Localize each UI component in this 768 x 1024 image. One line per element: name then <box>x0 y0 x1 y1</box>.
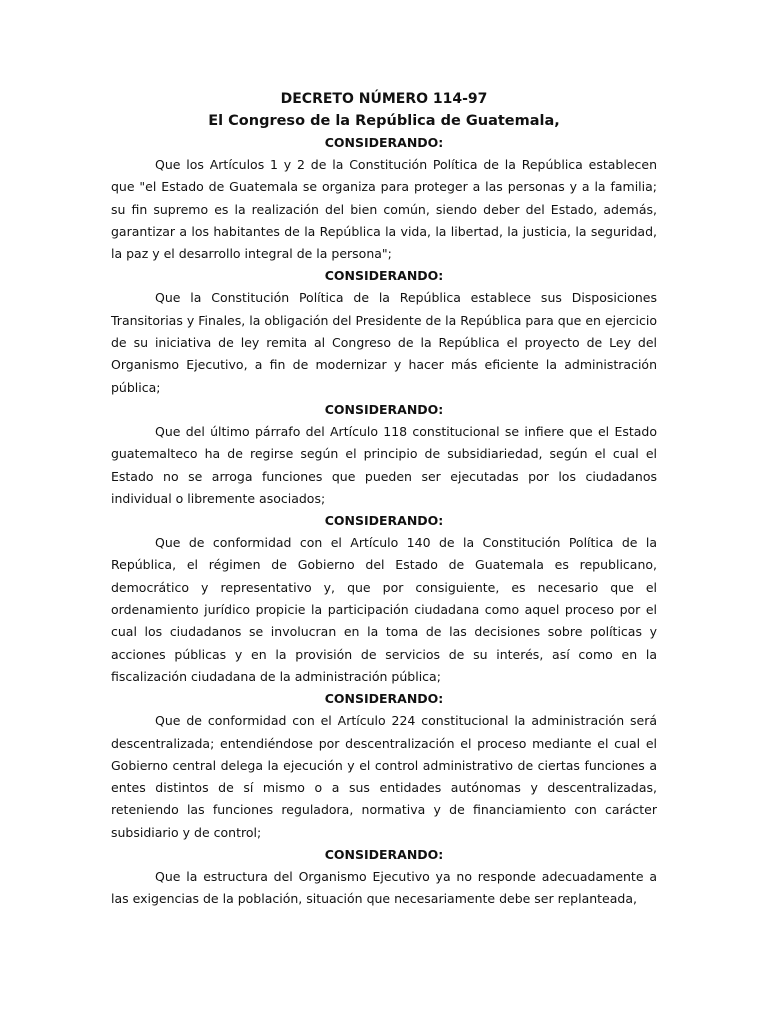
section-paragraph: Que de conformidad con el Artículo 140 de la Constitución Política de la República, el régimen de Gobierno del Estado de Guatemala es republicano, democrático y representativo y, que por consiguiente, es necesario que el ordenamiento jurídico propicie la participación ciudadana como aquel proceso por el cual los ciudadanos se involucran en la toma de las decisiones sobre políticas y acciones públicas y en la provisión de servicios de su interés, así como en la fiscalización ciudadana de la administración pública; <box>111 535 657 684</box>
section-paragraph: Que del último párrafo del Artículo 118 constitucional se infiere que el Estado guatemalteco ha de regirse según el principio de subsidiariedad, según el cual el Estado no se arroga funciones que pueden ser ejecutadas por los ciudadanos individual o libremente asociados; <box>111 423 657 506</box>
section-1 <box>111 132 657 265</box>
section-6 <box>111 844 657 911</box>
section-paragraph: Que la estructura del Organismo Ejecutivo ya no responde adecuadamente a las exigencias de la población, situación que necesariamente debe ser replanteada, <box>111 869 657 907</box>
section-3 <box>111 399 657 510</box>
section-heading: CONSIDERANDO: <box>324 691 444 707</box>
section-4 <box>111 510 657 688</box>
section-heading: CONSIDERANDO: <box>324 268 444 284</box>
section-paragraph: Que los Artículos 1 y 2 de la Constitución Política de la República establecen que "el Estado de Guatemala se organiza para proteger a las personas y a la familia; su fin supremo es la realización del bien común, siendo deber del Estado, además, garantizar a los habitantes de la República la vida, la libertad, la justicia, la seguridad, la paz y el desarrollo integral de la persona"; <box>111 157 657 262</box>
section-paragraph: Que de conformidad con el Artículo 224 constitucional la administración será descentralizada; entendiéndose por descentralización el proceso mediante el cual el Gobierno central delega la ejecución y el control administrativo de ciertas funciones a entes distintos de sí mismo o a sus entidades autónomas y descentralizadas, reteniendo las funciones reguladora, normativa y de financiamiento con carácter subsidiario y de control; <box>111 713 657 840</box>
section-heading: CONSIDERANDO: <box>324 135 444 150</box>
decree-title: DECRETO NÚMERO 114-97 <box>280 91 488 107</box>
section-heading: CONSIDERANDO: <box>324 401 444 417</box>
section-paragraph: Que la Constitución Política de la República establece sus Disposiciones Transitorias y Finales, la obligación del Presidente de la República para que en ejercicio de su iniciativa de ley remita al Congreso de la República el proyecto de Ley del Organismo Ejecutivo, a fin de modernizar y hacer más eficiente la administración pública; <box>111 290 657 395</box>
section-2 <box>111 265 657 398</box>
issuing-body: El Congreso de la República de Guatemala, <box>208 113 560 129</box>
document-page <box>111 88 657 911</box>
section-heading: CONSIDERANDO: <box>324 513 444 529</box>
section-5 <box>111 688 657 844</box>
section-heading: CONSIDERANDO: <box>324 847 444 863</box>
